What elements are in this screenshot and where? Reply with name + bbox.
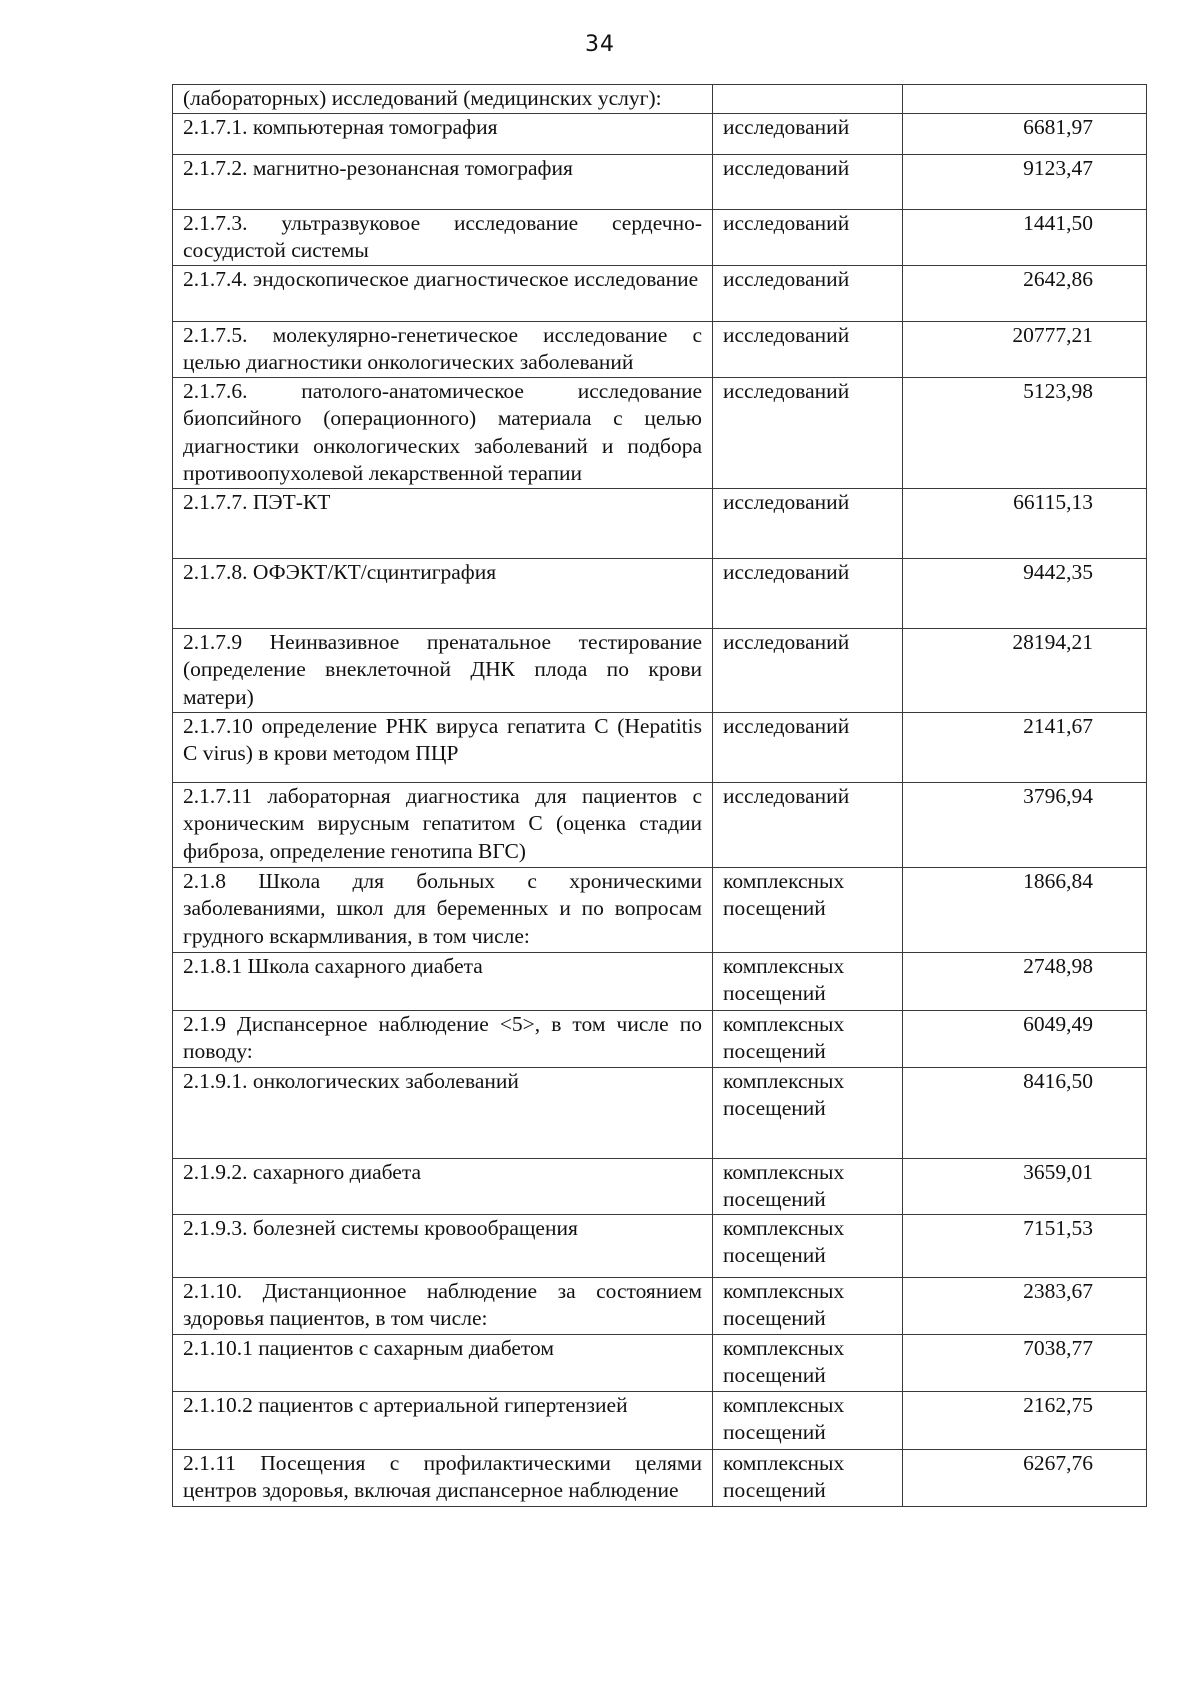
row-unit: комплексных посещений	[713, 1214, 903, 1277]
table-row	[173, 1067, 1147, 1158]
table-row	[173, 558, 1147, 628]
row-unit: комплексных посещений	[713, 1449, 903, 1506]
table-row	[173, 1449, 1147, 1506]
table-row	[173, 952, 1147, 1010]
row-value: 9442,35	[903, 558, 1147, 628]
row-unit: исследований	[713, 558, 903, 628]
table-row	[173, 1214, 1147, 1277]
tariff-table	[172, 84, 1147, 1507]
row-value: 3796,94	[903, 782, 1147, 867]
row-value: 20777,21	[903, 321, 1147, 377]
row-name: 2.1.7.10 определение РНК вируса гепатита С (Hepatitis C virus) в крови методом ПЦР	[173, 712, 713, 782]
table-row	[173, 377, 1147, 488]
table-row	[173, 488, 1147, 558]
row-value: 1866,84	[903, 867, 1147, 952]
row-unit: комплексных посещений	[713, 1391, 903, 1449]
table-row	[173, 1334, 1147, 1391]
row-name: 2.1.10.1 пациентов с сахарным диабетом	[173, 1334, 713, 1391]
table-row	[173, 1391, 1147, 1449]
row-value: 7038,77	[903, 1334, 1147, 1391]
page-number: 34	[585, 32, 615, 57]
table-row	[173, 1158, 1147, 1214]
row-name: (лабораторных) исследований (медицинских услуг):	[173, 85, 713, 114]
row-name: 2.1.8 Школа для больных с хроническими заболеваниями, школ для беременных и по вопросам грудного вскармливания, в том числе:	[173, 867, 713, 952]
table-row	[173, 209, 1147, 265]
row-value: 66115,13	[903, 488, 1147, 558]
row-value: 6267,76	[903, 1449, 1147, 1506]
row-name: 2.1.7.5. молекулярно-генетическое исследование с целью диагностики онкологических заболеваний	[173, 321, 713, 377]
row-name: 2.1.10. Дистанционное наблюдение за состоянием здоровья пациентов, в том числе:	[173, 1277, 713, 1334]
row-value: 9123,47	[903, 154, 1147, 209]
table-row	[173, 712, 1147, 782]
row-value: 2141,67	[903, 712, 1147, 782]
row-unit: исследований	[713, 377, 903, 488]
table-row	[173, 113, 1147, 154]
row-name: 2.1.7.1. компьютерная томография	[173, 113, 713, 154]
row-value	[903, 85, 1147, 114]
row-value: 6681,97	[903, 113, 1147, 154]
row-value: 2162,75	[903, 1391, 1147, 1449]
row-value: 2383,67	[903, 1277, 1147, 1334]
row-unit: исследований	[713, 154, 903, 209]
row-unit: комплексных посещений	[713, 1334, 903, 1391]
table-row	[173, 85, 1147, 114]
row-value: 8416,50	[903, 1067, 1147, 1158]
row-name: 2.1.7.4. эндоскопическое диагностическое исследование	[173, 265, 713, 321]
row-name: 2.1.9.3. болезней системы кровообращения	[173, 1214, 713, 1277]
table-row	[173, 321, 1147, 377]
row-name: 2.1.7.2. магнитно-резонансная томография	[173, 154, 713, 209]
table-row	[173, 628, 1147, 712]
row-unit: комплексных посещений	[713, 952, 903, 1010]
table-row	[173, 265, 1147, 321]
row-unit: комплексных посещений	[713, 1277, 903, 1334]
table-row	[173, 782, 1147, 867]
row-unit: комплексных посещений	[713, 1010, 903, 1067]
row-name: 2.1.7.6. патолого-анатомическое исследование биопсийного (операционного) материала с целью диагностики онкологических заболеваний и подбора противоопухолевой лекарственной терапии	[173, 377, 713, 488]
row-name: 2.1.7.9 Неинвазивное пренатальное тестирование (определение внеклеточной ДНК плода по крови матери)	[173, 628, 713, 712]
row-unit: исследований	[713, 782, 903, 867]
table-row	[173, 154, 1147, 209]
table-row	[173, 1010, 1147, 1067]
row-name: 2.1.7.7. ПЭТ-КТ	[173, 488, 713, 558]
row-unit: исследований	[713, 488, 903, 558]
row-name: 2.1.8.1 Школа сахарного диабета	[173, 952, 713, 1010]
row-name: 2.1.7.8. ОФЭКТ/КТ/сцинтиграфия	[173, 558, 713, 628]
row-value: 7151,53	[903, 1214, 1147, 1277]
row-unit: исследований	[713, 209, 903, 265]
row-value: 2748,98	[903, 952, 1147, 1010]
row-unit: исследований	[713, 113, 903, 154]
row-value: 1441,50	[903, 209, 1147, 265]
row-name: 2.1.11 Посещения с профилактическими целями центров здоровья, включая диспансерное наблюдение	[173, 1449, 713, 1506]
row-unit: комплексных посещений	[713, 1067, 903, 1158]
row-unit: исследований	[713, 265, 903, 321]
row-name: 2.1.7.3. ультразвуковое исследование сердечно-сосудистой системы	[173, 209, 713, 265]
table-row	[173, 1277, 1147, 1334]
row-unit: комплексных посещений	[713, 1158, 903, 1214]
row-name: 2.1.10.2 пациентов с артериальной гипертензией	[173, 1391, 713, 1449]
row-name: 2.1.9.2. сахарного диабета	[173, 1158, 713, 1214]
row-unit: исследований	[713, 321, 903, 377]
row-name: 2.1.9.1. онкологических заболеваний	[173, 1067, 713, 1158]
row-unit: исследований	[713, 712, 903, 782]
row-value: 5123,98	[903, 377, 1147, 488]
row-value: 2642,86	[903, 265, 1147, 321]
row-unit	[713, 85, 903, 114]
row-value: 3659,01	[903, 1158, 1147, 1214]
row-unit: комплексных посещений	[713, 867, 903, 952]
row-value: 28194,21	[903, 628, 1147, 712]
table-row	[173, 867, 1147, 952]
row-name: 2.1.9 Диспансерное наблюдение <5>, в том числе по поводу:	[173, 1010, 713, 1067]
row-unit: исследований	[713, 628, 903, 712]
row-value: 6049,49	[903, 1010, 1147, 1067]
row-name: 2.1.7.11 лабораторная диагностика для пациентов с хроническим вирусным гепатитом С (оценка стадии фиброза, определение генотипа ВГС)	[173, 782, 713, 867]
